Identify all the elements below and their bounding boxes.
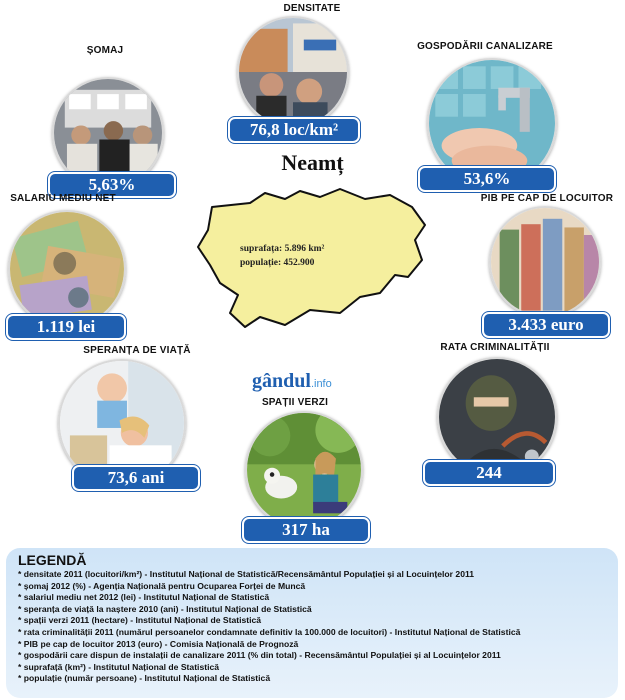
legend-item: * rata criminalității 2011 (numărul persoanelor condamnate definitiv la 100.000 de locuitori) - Institutul Național de Statistică — [18, 626, 521, 637]
burglar-photo — [437, 357, 557, 477]
stat-label: SPAȚII VERZI — [261, 397, 329, 408]
legend-item: * populație (număr persoane) - Institutul Național de Statistică — [18, 673, 271, 684]
stat-value: 317 ha — [242, 517, 370, 543]
stat-label: SPERANȚA DE VIAȚĂ — [83, 345, 191, 356]
legend-item: * spații verzi 2011 (hectare) - Institutul Național de Statistică — [18, 615, 262, 626]
logo-main: gândul — [252, 370, 311, 392]
stat-label: GOSPODĂRII CANALIZARE — [417, 41, 553, 52]
park-dog-photo — [245, 411, 363, 529]
banknotes-lei-photo — [8, 210, 126, 328]
gandul-logo — [252, 370, 332, 393]
legend-title: LEGENDĂ — [18, 552, 87, 568]
legend-item: * PIB pe cap de locuitor 2013 (euro) - Comisia Națională de Prognoză — [18, 638, 299, 649]
street-crowd-photo — [237, 16, 349, 128]
legend-item: * speranța de viață la naștere 2010 (ani) - Institutul Național de Statistică — [18, 603, 312, 614]
euro-banknotes-photo — [489, 206, 601, 318]
legend-box — [6, 548, 618, 698]
stat-value: 76,8 loc/km² — [228, 117, 360, 143]
legend-item: * șomaj 2012 (%) - Agenția Națională pentru Ocuparea Forței de Muncă — [18, 580, 306, 591]
legend-item: * gospodării care dispun de instalații de canalizare 2011 (% din total) - Recensământul Populației și al Locuințelor 2011 — [18, 650, 501, 661]
logo-ext: .info — [310, 378, 332, 390]
stat-value: 73,6 ani — [72, 465, 200, 491]
stat-label: PIB PE CAP DE LOCUITOR — [480, 193, 614, 204]
stat-value: 5,63% — [48, 172, 176, 198]
legend-item: * salariul mediu net 2012 (lei) - Institutul Național de Statistică — [18, 592, 270, 603]
stat-label: SALARIU MEDIU NET — [10, 193, 116, 204]
stat-value: 244 — [423, 460, 555, 486]
legend-item: * suprafață (km²) - Institutul Național de Statistică — [18, 661, 220, 672]
county-title: Neamț — [281, 150, 344, 175]
legend-item: * densitate 2011 (locuitori/km²) - Institutul Național de Statistică/Recensământul Populației și al Locuințelor 2011 — [18, 569, 475, 579]
stat-label: ȘOMAJ — [86, 45, 124, 56]
stat-value: 53,6% — [418, 166, 556, 192]
population-text: populație: 452.900 — [240, 258, 315, 268]
area-text: suprafața: 5.896 km² — [240, 244, 325, 254]
county-info — [240, 242, 380, 270]
stat-value: 3.433 euro — [482, 312, 610, 338]
stat-label: DENSITATE — [283, 3, 341, 14]
stat-label: RATA CRIMINALITĂȚII — [440, 342, 550, 353]
stat-value: 1.119 lei — [6, 314, 126, 340]
